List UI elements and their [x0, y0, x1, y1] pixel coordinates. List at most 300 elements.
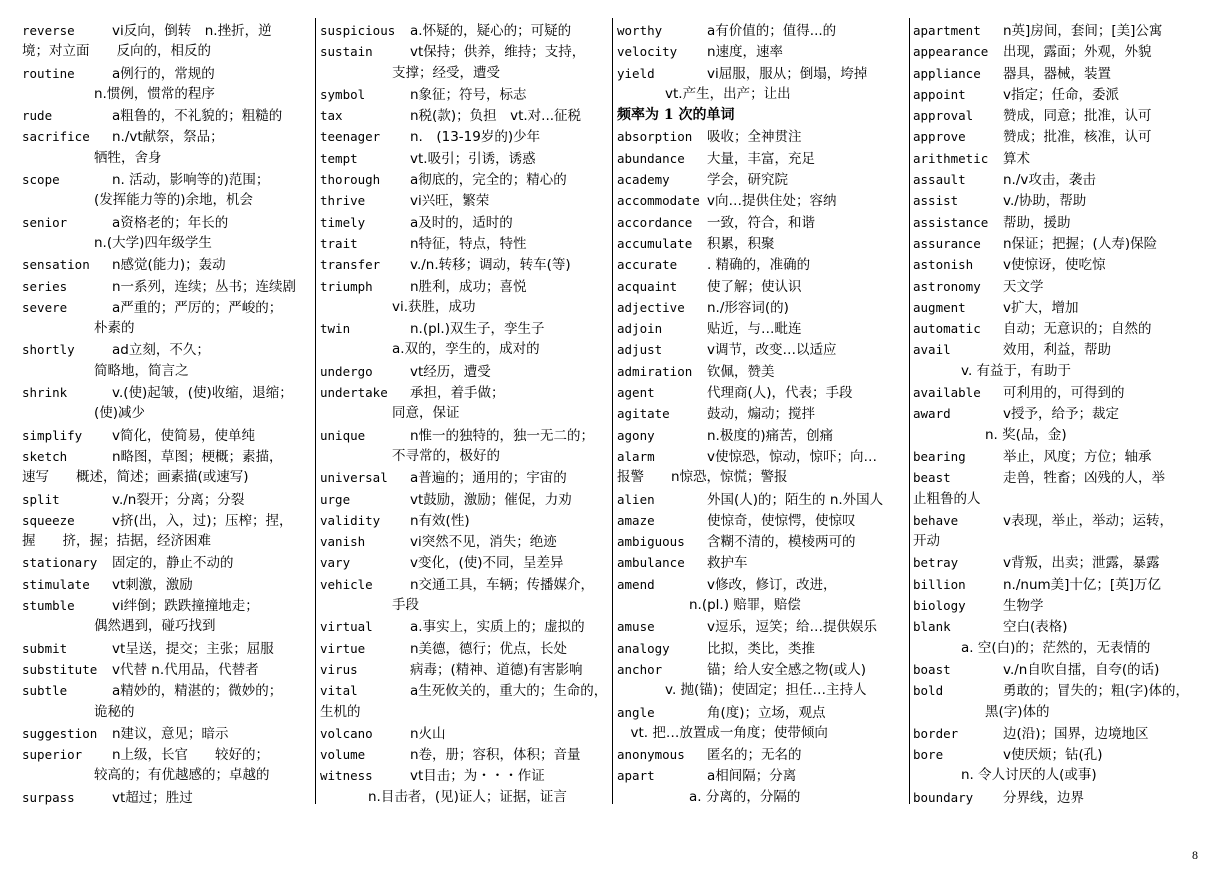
vocab-entry — [22, 276, 314, 297]
column-divider — [315, 18, 316, 804]
vocab-definition: 算术 — [1003, 150, 1030, 167]
vocab-entry — [913, 744, 1205, 765]
vocab-word: undertake — [320, 385, 388, 401]
vocab-word: sketch — [22, 448, 68, 464]
vocab-entry — [320, 425, 612, 446]
vocab-entry — [617, 254, 909, 275]
vocab-definition: n.极度的)痛苦，创痛 — [707, 427, 834, 444]
vocab-definition: a.事实上，实质上的；虚拟的 — [410, 619, 585, 636]
vocab-entry — [617, 190, 909, 211]
definition-continuation — [913, 531, 1205, 552]
vocab-definition: n火山 — [410, 725, 446, 742]
vocab-word: yield — [617, 65, 655, 81]
vocab-definition: 代理商(人)，代表；手段 — [707, 385, 853, 402]
vocab-definition: n. (13-19岁的)少年 — [410, 129, 541, 146]
vocab-entry — [913, 148, 1205, 169]
vocab-entry — [913, 41, 1205, 62]
vocab-word: assistance — [913, 214, 989, 230]
vocab-word: surpass — [22, 789, 75, 805]
definition-continuation — [320, 702, 612, 723]
vocab-word: split — [22, 491, 60, 507]
vocab-definition: 鼓动，煽动；搅拌 — [707, 406, 815, 423]
vocab-entry — [617, 638, 909, 659]
vocab-definition: 病毒；(精神、道德)有害影响 — [410, 661, 583, 678]
vocab-entry — [320, 638, 612, 659]
vocab-entry — [320, 467, 612, 488]
vocab-definition: 手段 — [392, 597, 419, 614]
vocab-definition: 同意，保证 — [392, 405, 460, 422]
vocab-definition: n.(pl.) 赔罪，赔偿 — [689, 597, 801, 614]
vocab-entry — [22, 169, 314, 190]
vocab-word: severe — [22, 299, 68, 315]
vocab-entry — [913, 276, 1205, 297]
vocab-word: amend — [617, 576, 655, 592]
section-heading — [617, 105, 909, 126]
vocab-definition: n英]房间，套间；[美]公寓 — [1003, 23, 1163, 39]
vocab-word: adjoin — [617, 321, 663, 337]
vocab-word: admiration — [617, 363, 693, 379]
vocab-definition: n有效(性) — [410, 512, 470, 529]
vocab-word: approve — [913, 129, 966, 145]
vocab-definition: 锚；给人安全感之物(或人) — [707, 661, 867, 678]
vocab-word: submit — [22, 640, 68, 656]
vocab-definition: 承担，着手做； — [410, 385, 505, 402]
vocab-definition: 赞成；批准，核准，认可 — [1003, 129, 1152, 146]
vocab-entry — [320, 169, 612, 190]
vocab-definition: vi.获胜，成功 — [392, 298, 476, 315]
definition-continuation — [22, 41, 314, 62]
vocab-entry — [22, 723, 314, 744]
vocab-word: accumulate — [617, 235, 693, 251]
vocab-word: academy — [617, 172, 670, 188]
vocab-definition: vi突然不见，消失；绝迹 — [410, 534, 557, 551]
vocab-entry — [617, 126, 909, 147]
vocab-word: velocity — [617, 44, 678, 60]
vocab-definition: 救护车 — [707, 555, 748, 572]
vocab-definition: 可利用的，可得到的 — [1003, 385, 1125, 402]
vocab-definition: 偶然遇到，碰巧找到 — [94, 618, 216, 635]
vocab-definition: a相间隔；分离 — [707, 768, 797, 785]
vocab-entry — [617, 382, 909, 403]
vocab-entry — [320, 531, 612, 552]
vocab-definition: v. 抛(锚)；使固定；担任…主持人 — [665, 682, 867, 699]
vocab-definition: 支撑；经受，遭受 — [392, 64, 500, 81]
vocab-word: anchor — [617, 661, 663, 677]
vocab-entry — [913, 20, 1205, 41]
definition-continuation — [913, 361, 1205, 382]
vocab-entry — [913, 552, 1205, 573]
vocab-word: worthy — [617, 23, 663, 38]
definition-continuation — [617, 467, 909, 488]
vocab-word: anonymous — [617, 747, 685, 763]
vocab-definition: v使厌烦；钻(孔) — [1003, 747, 1103, 764]
vocab-entry — [320, 84, 612, 105]
vocab-word: simplify — [22, 427, 83, 443]
vocab-entry — [617, 212, 909, 233]
vocab-definition: . 精确的，准确的 — [707, 257, 811, 274]
vocab-word: tempt — [320, 150, 358, 166]
vocab-entry — [617, 510, 909, 531]
vocab-definition: v使惊讶，使吃惊 — [1003, 257, 1106, 274]
vocab-entry — [617, 531, 909, 552]
vocab-entry — [320, 318, 612, 339]
vocab-entry — [913, 510, 1205, 531]
definition-continuation — [320, 446, 612, 467]
vocab-entry — [22, 574, 314, 595]
vocab-definition: n. 活动，影响等的)范围； — [112, 172, 270, 189]
definition-continuation — [22, 190, 314, 211]
vocab-definition: v./n.转移；调动，转车(等) — [410, 257, 571, 274]
vocab-definition: 报警 n惊恐，惊慌；警报 — [617, 469, 788, 486]
vocab-word: validity — [320, 512, 381, 528]
vocab-entry — [913, 126, 1205, 147]
vocab-word: squeeze — [22, 512, 75, 528]
vocab-definition: 积累，积聚 — [707, 235, 775, 252]
vocab-definition: v调节，改变…以适应 — [707, 342, 837, 359]
vocab-entry — [22, 382, 314, 403]
vocab-definition: 诡秘的 — [94, 703, 135, 720]
vocab-word: award — [913, 406, 951, 422]
vocab-definition: a粗鲁的，不礼貌的；粗糙的 — [112, 108, 283, 125]
vocab-word: thrive — [320, 193, 366, 209]
vocab-definition: 牺牲，舍身 — [94, 149, 162, 166]
vocab-word: agony — [617, 427, 655, 443]
vocab-word: sensation — [22, 257, 90, 273]
vocab-word: shortly — [22, 342, 75, 358]
vocab-word: adjective — [617, 299, 685, 315]
definition-continuation — [617, 595, 909, 616]
vocab-definition: v./协助，帮助 — [1003, 193, 1087, 210]
vocab-entry — [320, 190, 612, 211]
vocab-definition: 钦佩，赞美 — [707, 363, 775, 380]
vocab-word: appoint — [913, 86, 966, 102]
definition-continuation — [913, 638, 1205, 659]
vocab-definition: n.(pl.)双生子，孪生子 — [410, 321, 545, 338]
vocab-definition: vt.产生，出产；让出 — [665, 85, 791, 102]
vocab-definition: 开动 — [913, 533, 940, 550]
vocab-entry — [617, 148, 909, 169]
vocab-word: ambulance — [617, 555, 685, 571]
vocab-definition: 止粗鲁的人 — [913, 490, 981, 507]
vocab-entry — [913, 382, 1205, 403]
vocab-definition: 速写 概述，简述；画素描(或速写) — [22, 469, 249, 486]
vocab-definition: v. 有益于，有助于 — [961, 362, 1072, 379]
vocab-word: astronomy — [913, 278, 981, 294]
vocab-definition: v扩大，增加 — [1003, 299, 1079, 316]
vocab-entry — [22, 680, 314, 701]
vocab-word: amaze — [617, 512, 655, 528]
definition-continuation — [22, 467, 314, 488]
vocab-entry — [913, 84, 1205, 105]
vocab-word: stationary — [22, 555, 98, 571]
vocab-word: assurance — [913, 235, 981, 251]
vocab-word: agitate — [617, 406, 670, 422]
vocab-definition: 天文学 — [1003, 278, 1044, 295]
vocab-definition: n税(款)；负担 vt.对...征税 — [410, 108, 582, 125]
vocab-word: assault — [913, 172, 966, 188]
vocab-definition: 比拟，类比，类推 — [707, 640, 815, 657]
vocab-definition: 固定的，静止不动的 — [112, 555, 234, 572]
vocab-word: agent — [617, 385, 655, 401]
vocab-word: reverse — [22, 23, 75, 38]
vocab-definition: n略图，草图；梗概；素描， — [112, 448, 283, 465]
vocab-word: senior — [22, 214, 68, 230]
vocab-entry — [22, 638, 314, 659]
vocab-word: transfer — [320, 257, 381, 273]
vocab-definition: vt超过；胜过 — [112, 789, 193, 805]
vocab-word: appearance — [913, 44, 989, 60]
vocab-word: timely — [320, 214, 366, 230]
definition-continuation — [22, 531, 314, 552]
vocab-word: vital — [320, 683, 358, 699]
vocab-definition: n上级，长官 较好的； — [112, 747, 270, 764]
vocab-entry — [617, 489, 909, 510]
vocab-definition: vt呈送，提交；主张；屈服 — [112, 640, 274, 657]
vocab-word: series — [22, 278, 68, 294]
definition-continuation — [22, 84, 314, 105]
vocab-entry — [22, 425, 314, 446]
vocab-definition: 匿名的；无名的 — [707, 747, 802, 764]
vocab-definition: vi屈服，服从；倒塌，垮掉 — [707, 65, 868, 82]
vocab-word: witness — [320, 768, 373, 784]
vocab-word: appliance — [913, 65, 981, 81]
vocab-definition: ad立刻，不久； — [112, 342, 210, 359]
vocab-word: apart — [617, 768, 655, 784]
vocab-entry — [913, 595, 1205, 616]
vocab-entry — [22, 212, 314, 233]
vocab-definition: v代替 n.代用品，代替者 — [112, 661, 259, 678]
vocab-word: bold — [913, 683, 944, 699]
vocab-definition: 举止，风度；方位；轴承 — [1003, 448, 1152, 465]
vocab-word: routine — [22, 65, 75, 81]
vocab-definition: vt刺激，激励 — [112, 576, 193, 593]
vocab-entry — [320, 680, 612, 701]
vocab-definition: vt. 把…放置成一角度；使带倾向 — [617, 724, 828, 741]
vocab-definition: n建议，意见；暗示 — [112, 725, 229, 742]
page-number: 8 — [1192, 848, 1198, 862]
vocab-entry — [913, 574, 1205, 595]
vocab-definition: 空白(表格) — [1003, 619, 1068, 636]
vocab-definition: 赞成，同意；批准，认可 — [1003, 108, 1152, 125]
vocab-definition: 使了解；使认识 — [707, 278, 802, 295]
vocab-word: available — [913, 385, 981, 401]
vocab-entry — [320, 212, 612, 233]
column-divider — [612, 18, 613, 804]
vocab-definition: n.(大学)四年级学生 — [94, 234, 212, 251]
vocab-word: undergo — [320, 363, 373, 379]
vocab-word: rude — [22, 108, 53, 124]
vocab-word: sustain — [320, 44, 373, 60]
vocab-definition: 较高的；有优越感的；卓越的 — [94, 767, 270, 784]
vocab-definition: a资格老的；年长的 — [112, 214, 229, 231]
vocab-entry — [617, 425, 909, 446]
vocab-word: tax — [320, 108, 343, 124]
vocab-definition: 贴近，与…毗连 — [707, 321, 802, 338]
vocab-entry — [617, 41, 909, 62]
vocab-word: twin — [320, 321, 351, 337]
vocab-word: bearing — [913, 448, 966, 464]
vocab-word: superior — [22, 747, 83, 763]
vocab-word: thorough — [320, 172, 381, 188]
vocab-entry — [617, 339, 909, 360]
vocab-definition: 生物学 — [1003, 598, 1044, 615]
definition-continuation — [320, 297, 612, 318]
vocab-word: vehicle — [320, 576, 373, 592]
vocab-definition: v逗乐，逗笑；给…提供娱乐 — [707, 619, 877, 636]
vocab-word: triumph — [320, 278, 373, 294]
vocab-word: universal — [320, 470, 388, 486]
vocab-entry — [22, 659, 314, 680]
vocab-definition: 不寻常的，极好的 — [392, 447, 500, 464]
vocab-word: betray — [913, 555, 959, 571]
vocab-entry — [320, 574, 612, 595]
vocab-column-4 — [913, 20, 1205, 805]
vocab-entry — [913, 233, 1205, 254]
vocab-word: accommodate — [617, 193, 700, 209]
vocab-word: avail — [913, 342, 951, 358]
vocab-definition: n卷，册；容积，体积；音量 — [410, 747, 581, 764]
vocab-entry — [320, 105, 612, 126]
vocab-definition: v./n裂开；分离；分裂 — [112, 491, 245, 508]
vocab-entry — [22, 20, 314, 41]
vocab-entry — [617, 446, 909, 467]
vocab-definition: vi兴旺，繁荣 — [410, 193, 490, 210]
definition-continuation — [320, 63, 612, 84]
vocab-word: vanish — [320, 534, 366, 550]
vocab-definition: n象征；符号，标志 — [410, 86, 527, 103]
definition-continuation — [22, 148, 314, 169]
vocab-definition: 学会，研究院 — [707, 172, 788, 189]
vocab-entry — [22, 297, 314, 318]
vocab-entry — [913, 63, 1205, 84]
vocab-entry — [320, 276, 612, 297]
vocab-entry — [913, 169, 1205, 190]
vocab-word: blank — [913, 619, 951, 635]
vocab-definition: 角(度)；立场，观点 — [707, 704, 826, 721]
vocab-word: absorption — [617, 129, 693, 145]
vocab-definition: 帮助，援助 — [1003, 214, 1071, 231]
vocab-column-1 — [22, 20, 314, 805]
vocab-word: scope — [22, 172, 60, 188]
vocab-entry — [913, 105, 1205, 126]
vocab-definition: a. 空(白)的；茫然的，无表情的 — [961, 639, 1151, 656]
vocab-definition: n./num美]十亿；[英]万亿 — [1003, 576, 1161, 593]
vocab-word: boundary — [913, 789, 974, 805]
vocab-definition: vt鼓励，激励；催促，力劝 — [410, 491, 572, 508]
vocab-entry — [22, 744, 314, 765]
vocab-entry — [320, 382, 612, 403]
vocab-definition: 效用，利益，帮助 — [1003, 342, 1111, 359]
vocab-definition: vt经历，遭受 — [410, 363, 491, 380]
vocab-entry — [320, 126, 612, 147]
vocab-definition: vi反向，倒转 n.挫折，逆 — [112, 23, 272, 39]
vocab-definition: vt.吸引；引诱，诱惑 — [410, 150, 536, 167]
vocab-word: biology — [913, 598, 966, 614]
vocab-definition: vt目击；为・・・作证 — [410, 768, 545, 785]
vocab-entry — [320, 616, 612, 637]
vocab-word: arithmetic — [913, 150, 989, 166]
vocab-word: vary — [320, 555, 351, 571]
vocab-entry — [22, 126, 314, 147]
definition-continuation — [617, 680, 909, 701]
definition-continuation — [22, 702, 314, 723]
vocab-entry — [320, 744, 612, 765]
vocab-definition: a生死攸关的，重大的；生命的， — [410, 683, 608, 700]
vocab-definition: 边(沿)；国界，边境地区 — [1003, 725, 1149, 742]
vocab-word: billion — [913, 576, 966, 592]
vocab-word: urge — [320, 491, 351, 507]
vocab-definition: 黑(字)体的 — [985, 703, 1050, 720]
vocab-definition: 大量，丰富，充足 — [707, 150, 815, 167]
vocab-word: sacrifice — [22, 129, 90, 145]
vocab-definition: n胜利，成功；喜悦 — [410, 278, 527, 295]
definition-continuation — [617, 723, 909, 744]
vocab-word: astonish — [913, 257, 974, 273]
vocab-definition: v修改，修订，改进， — [707, 576, 837, 593]
vocab-entry — [22, 489, 314, 510]
vocab-definition: a.双的，孪生的，成对的 — [392, 341, 540, 358]
vocab-entry — [320, 723, 612, 744]
vocab-entry — [913, 318, 1205, 339]
vocab-definition: 分界线，边界 — [1003, 789, 1084, 805]
vocab-entry — [320, 148, 612, 169]
vocab-entry — [617, 552, 909, 573]
vocab-definition: n.惯例，惯常的程序 — [94, 85, 215, 102]
vocab-definition: v变化，(使)不同，呈差异 — [410, 555, 564, 572]
vocab-definition: v向…提供住处；容纳 — [707, 193, 837, 210]
vocab-entry — [617, 233, 909, 254]
vocab-word: virus — [320, 661, 358, 677]
vocab-word: bore — [913, 747, 944, 763]
vocab-entry — [617, 403, 909, 424]
vocab-definition: 自动；无意识的；自然的 — [1003, 321, 1152, 338]
vocab-word: teenager — [320, 129, 381, 145]
vocab-entry — [617, 765, 909, 786]
vocab-definition: v背叛，出卖；泄露，暴露 — [1003, 555, 1160, 572]
vocab-definition: (发挥能力等的)余地，机会 — [94, 192, 254, 209]
vocab-definition: (使)减少 — [94, 405, 146, 422]
vocab-entry — [913, 339, 1205, 360]
vocab-entry — [913, 467, 1205, 488]
vocab-entry — [320, 489, 612, 510]
vocab-entry — [913, 190, 1205, 211]
vocab-definition: v授予，给予；裁定 — [1003, 406, 1119, 423]
vocab-definition: 走兽，牲畜；凶残的人，举 — [1003, 470, 1165, 487]
section-heading-text: 频率为 1 次的单词 — [617, 107, 735, 124]
vocab-definition: 境；对立面 反向的，相反的 — [22, 43, 211, 60]
definition-continuation — [913, 425, 1205, 446]
vocab-entry — [320, 20, 612, 41]
definition-continuation — [320, 595, 612, 616]
vocab-word: analogy — [617, 640, 670, 656]
vocab-definition: n惟一的独特的，独一无二的； — [410, 427, 595, 444]
vocab-entry — [320, 254, 612, 275]
vocab-entry — [320, 659, 612, 680]
vocab-word: boast — [913, 661, 951, 677]
definition-continuation — [22, 318, 314, 339]
vocab-definition: n速度，速率 — [707, 44, 784, 61]
vocab-definition: n交通工具，车辆；传播媒介， — [410, 576, 595, 593]
vocab-entry — [913, 446, 1205, 467]
definition-continuation — [22, 361, 314, 382]
vocab-word: unique — [320, 427, 366, 443]
vocab-entry — [617, 361, 909, 382]
vocab-entry — [913, 659, 1205, 680]
vocab-word: assist — [913, 193, 959, 209]
vocab-definition: n保证；把握；(人寿)保险 — [1003, 235, 1158, 252]
vocab-entry — [617, 574, 909, 595]
vocab-definition: a精妙的，精湛的；微妙的； — [112, 683, 283, 700]
